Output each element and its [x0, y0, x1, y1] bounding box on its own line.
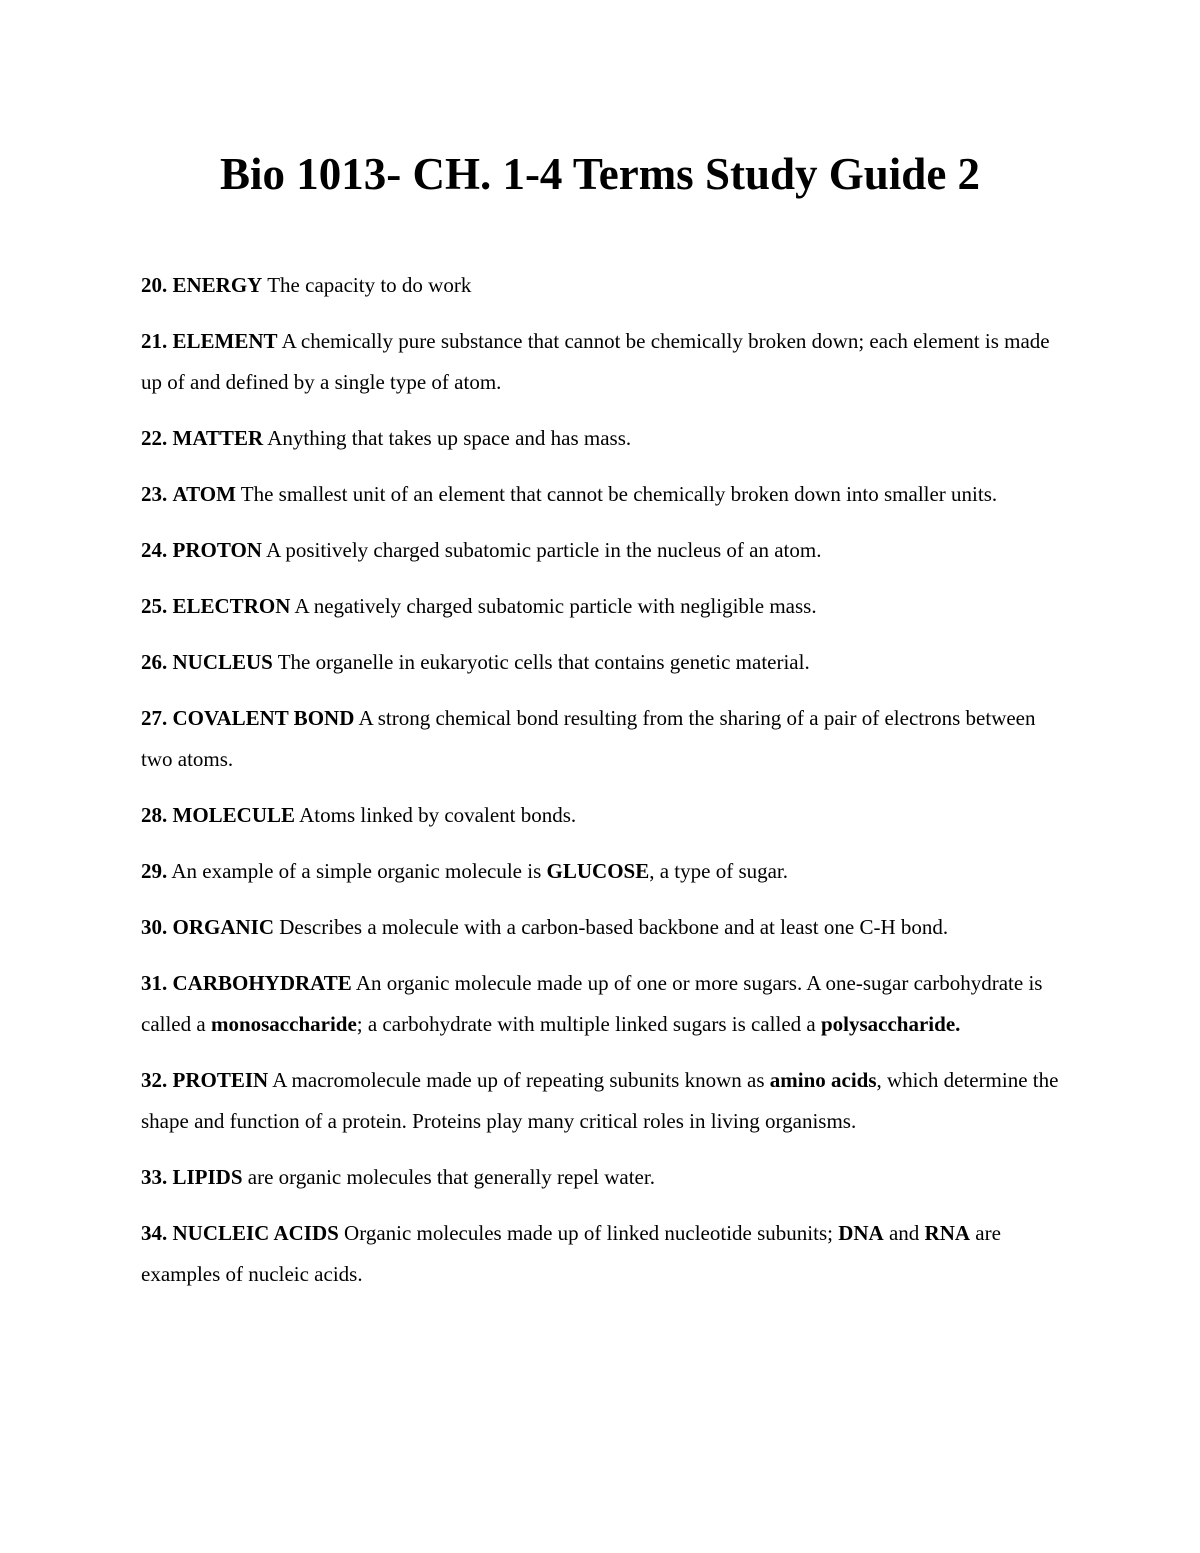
term-entry-electron	[141, 586, 1061, 627]
entry-definition: The smallest unit of an element that cannot be chemically broken down into smaller units.	[240, 482, 998, 506]
entry-term: MOLECULE	[172, 803, 296, 827]
term-entry-lipids	[141, 1157, 1061, 1198]
entry-definition: Organic molecules made up of linked nucleotide subunits;	[344, 1221, 833, 1245]
page-title: Bio 1013- CH. 1-4 Terms Study Guide 2	[219, 149, 981, 199]
emphasis-term: RNA	[924, 1221, 971, 1245]
entry-definition: A positively charged subatomic particle in the nucleus of an atom.	[266, 538, 822, 562]
term-entry-glucose	[141, 851, 1061, 892]
entry-definition: Atoms linked by covalent bonds.	[299, 803, 577, 827]
term-entry-protein	[141, 1060, 1061, 1142]
entry-number: 31.	[141, 971, 168, 995]
entry-definition: A negatively charged subatomic particle with negligible mass.	[294, 594, 817, 618]
entry-term: COVALENT BOND	[172, 706, 355, 730]
entry-term: PROTON	[172, 538, 262, 562]
term-entry-carbohydrate	[141, 963, 1061, 1045]
entry-definition: The capacity to do work	[267, 273, 472, 297]
entry-definition-end: are examples of nucleic acids.	[141, 1221, 1001, 1286]
entry-definition: are organic molecules that generally repel water.	[247, 1165, 655, 1189]
entry-number: 33.	[141, 1165, 168, 1189]
entry-definition: The organelle in eukaryotic cells that contains genetic material.	[277, 650, 810, 674]
entry-term: PROTEIN	[172, 1068, 269, 1092]
entry-term: ELEMENT	[172, 329, 278, 353]
entry-term: NUCLEUS	[172, 650, 273, 674]
term-entry-nucleus	[141, 642, 1061, 683]
term-entry-molecule	[141, 795, 1061, 836]
entry-term: LIPIDS	[172, 1165, 243, 1189]
entry-number: 22.	[141, 426, 168, 450]
entry-definition: A macromolecule made up of repeating subunits known as	[272, 1068, 765, 1092]
entry-definition: Anything that takes up space and has mass.	[267, 426, 632, 450]
term-entry-matter	[141, 418, 1061, 459]
term-entry-organic	[141, 907, 1061, 948]
entry-number: 30.	[141, 915, 168, 939]
entry-number: 20.	[141, 273, 168, 297]
entry-definition-cont: ; a carbohydrate with multiple linked sugars is called a	[356, 1012, 816, 1036]
term-entry-energy	[141, 265, 1061, 306]
entry-definition: An organic molecule made up of one or more sugars. A one-sugar carbohydrate is called a	[141, 971, 1043, 1036]
entry-term: ORGANIC	[172, 915, 275, 939]
emphasis-term: monosaccharide	[210, 1012, 357, 1036]
entry-definition: Describes a molecule with a carbon-based backbone and at least one C-H bond.	[279, 915, 949, 939]
entry-number: 29.	[141, 859, 168, 883]
entry-number: 25.	[141, 594, 168, 618]
entry-number: 27.	[141, 706, 168, 730]
entry-term: CARBOHYDRATE	[172, 971, 352, 995]
entry-number: 21.	[141, 329, 168, 353]
entry-number: 34.	[141, 1221, 168, 1245]
entry-definition: A chemically pure substance that cannot be chemically broken down; each element is made up of and defined by a single type of atom.	[141, 329, 1050, 394]
emphasis-term: polysaccharide.	[820, 1012, 961, 1036]
emphasis-term: amino acids	[769, 1068, 877, 1092]
entry-term: ELECTRON	[172, 594, 291, 618]
term-entry-element	[141, 321, 1061, 403]
entry-number: 26.	[141, 650, 168, 674]
entry-definition: A strong chemical bond resulting from the sharing of a pair of electrons between two atoms.	[141, 706, 1036, 771]
entry-definition-cont: , which determine the shape and function of a protein. Proteins play many critical roles in living organisms.	[141, 1068, 1059, 1133]
emphasis-term: DNA	[838, 1221, 884, 1245]
entry-definition-cont: and	[888, 1221, 920, 1245]
term-entry-nucleic-acids	[141, 1213, 1061, 1295]
terms-list	[141, 265, 1061, 1310]
entry-term: ENERGY	[172, 273, 263, 297]
entry-definition: An example of a simple organic molecule is	[171, 859, 542, 883]
entry-number: 23.	[141, 482, 168, 506]
entry-number: 28.	[141, 803, 168, 827]
entry-number: 32.	[141, 1068, 168, 1092]
entry-definition-end: , a type of sugar.	[649, 859, 789, 883]
entry-term: NUCLEIC ACIDS	[172, 1221, 339, 1245]
entry-term: GLUCOSE	[546, 859, 650, 883]
term-entry-covalent-bond	[141, 698, 1061, 780]
entry-term: ATOM	[172, 482, 236, 506]
entry-number: 24.	[141, 538, 168, 562]
term-entry-atom	[141, 474, 1061, 515]
entry-term: MATTER	[172, 426, 264, 450]
term-entry-proton	[141, 530, 1061, 571]
